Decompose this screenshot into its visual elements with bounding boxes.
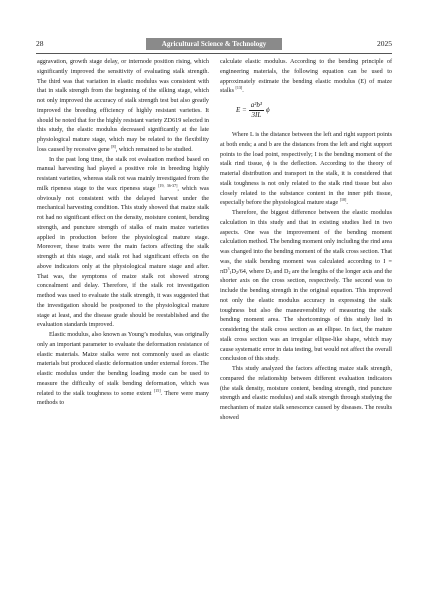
- equation-lhs: E =: [236, 105, 247, 114]
- paragraph: In the past long time, the stalk rot evaluation method based on manual harvesting had played a positive role in breeding highly resistant varieties, whereas stalk rot was mainly investigated from the milk ripeness stage to the wax ripeness stage [19, 36-37], which was obviously not consistent with the delayed harvest under the mechanical harvesting condition. This study showed that maize stalk rot had no significant effect on the density, moisture content, bending strength, and puncture strength of stalks of main maize varieties applied in production before the physiological mature stage. Moreover, these traits were the main factors affecting the stalk strength at this stage, and stalk rot had significant effects on the above indicators only at the physiological mature stage and after. That was, the symptoms of maize stalk rot showed strong concealment and delay. Therefore, if the stalk rot investigation method was used to evaluate the stalk strength, it was suggested that the investigation should be postponed to the physiological mature stage at least, and the disease grade should be reestablished and the evaluation standards improved.: [37, 156, 209, 329]
- equation-denominator: 3IL: [251, 111, 262, 119]
- left-column: [37, 58, 209, 409]
- paragraph: Therefore, the biggest difference between the elastic modulus calculation in this study and that in existing studies lied in two aspects. One was the improvement of the bending moment calculation method. The bending moment only including the rind area was changed into the bending moment of the stalk cross section. That was, the stalk bending moment was calculated according to $I = \pi D^3_1D_2/64$, where $D_1$ and $D_2$ are the lengths of the longer axis and the shorter axis on the cross section, respectively. The second was to include the bending strength in the original equation. This improved not only the elastic modulus accuracy in expressing the stalk toughness but also the maneuverability of measuring the stalk bending moment area. The shortcomings of this study lied in considering the stalk cross section as an ellipse. In fact, the mature stalk cross section was an irregular ellipse-like shape, which may cause systematic error in data testing, but would not affect the overall conclusion of this study.: [220, 210, 392, 363]
- equation-numerator: a²b³: [250, 101, 262, 109]
- citation: [8]: [111, 143, 116, 149]
- paragraph: Where L is the distance between the left and right support points at both ends; a and b are the distances from the left and right support points to the load point, respectively; I is the bending moment of the stalk rind tissue, ϕ is the deflection. According to the theory of material distribution and transport in the stalk, it is considered that stalk toughness is not only related to the stalk rind tissue but also closely related to the substance content in the inner pith tissue, especially before the physiological mature stage [10].: [220, 132, 392, 207]
- elastic-modulus-equation: [220, 97, 392, 131]
- citation: [19, 36-37]: [158, 182, 178, 188]
- citation: [13]: [235, 85, 243, 91]
- journal-title-banner: Agricultural Science & Technology: [146, 38, 282, 50]
- equation-fraction: [249, 101, 264, 120]
- citation: [10]: [339, 197, 347, 203]
- equation-rhs: ϕ: [265, 105, 270, 114]
- paragraph: aggravation, growth stage delay, or internode position rising, which significantly improved the sensitivity of evaluating stalk strength. The third was that variation in elastic modulus was consistent with that in stalk strength from the beginning of the silking stage, which not only improved the accuracy of stalk strength test but also greatly improved the breeding efficiency of highly resistant varieties. It should be noted that for the highly resistant variety ZD619 selected in this study, the elastic modulus decreased significantly at the late physiological mature stage, which may be related to the flexibility loss caused by recessive gene [8], which remained to be studied.: [37, 59, 209, 153]
- paragraph: This study analyzed the factors affecting maize stalk strength, compared the relationship between different evaluation indicators (the stalk density, moisture content, bending strength, rind puncture strength and elastic modulus) and stalk strength through studying the mechanism of maize stalk senescence caused by diseases. The results showed: [220, 366, 392, 421]
- header-rule: [36, 53, 392, 54]
- citation: [15]: [153, 387, 161, 393]
- publication-year: 2025: [377, 39, 392, 48]
- right-column: [220, 58, 392, 424]
- page-number: 28: [36, 39, 44, 48]
- page-header: [36, 38, 392, 50]
- paragraph: calculate elastic modulus. According to the bending principle of engineering materials, the following equation can be used to approximately estimate the bending elastic modulus (E) of maize stalks [13].: [220, 59, 392, 95]
- paragraph: Elastic modulus, also known as Young’s modulus, was originally only an important parameter to evaluate the deformation resistance of elastic materials. Maize stalks were not commonly used as elastic materials but produced elastic deformation under external forces. The elastic modulus under the bending loading mode can be used to measure the difficulty of stalk bending deformation, which was related to the stalk toughness to some extent [15]. There were many methods to: [37, 332, 209, 407]
